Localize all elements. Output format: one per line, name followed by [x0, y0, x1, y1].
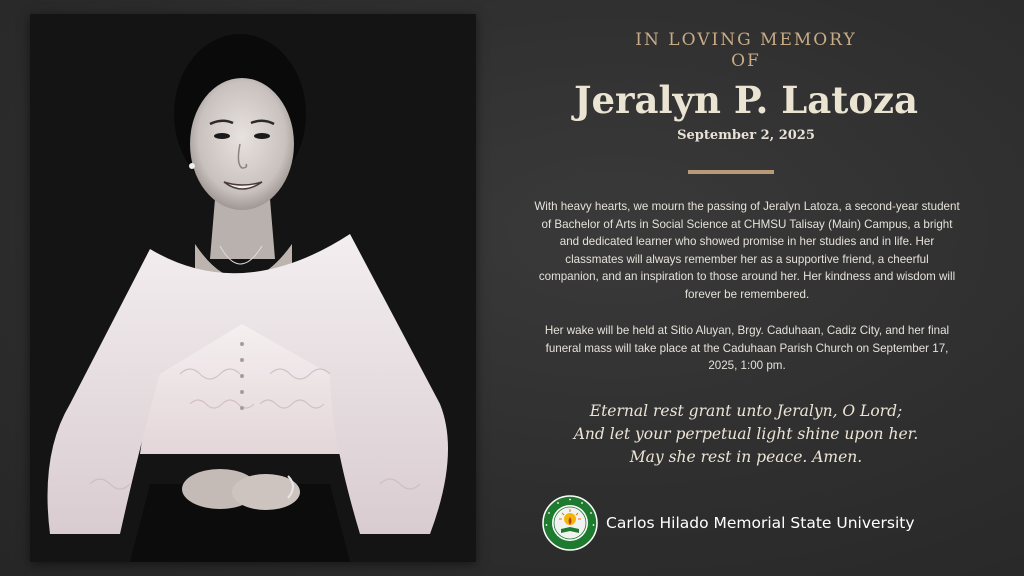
prayer-line-1: Eternal rest grant unto Jeralyn, O Lord;	[589, 402, 903, 420]
date-of-passing: September 2, 2025	[677, 128, 815, 143]
prayer	[520, 400, 972, 469]
prayer-line-3: May she rest in peace. Amen.	[629, 448, 863, 466]
divider	[688, 170, 774, 174]
heading-line-1: IN LOVING MEMORY	[635, 30, 857, 50]
heading-line-2: OF	[731, 51, 761, 71]
deceased-name: Jeralyn P. Latoza	[573, 78, 919, 122]
portrait-photo	[30, 14, 476, 562]
wake-details-paragraph: Her wake will be held at Sitio Aluyan, Brgy. Caduhaan, Cadiz City, and her final funeral mass will take place at the Caduhaan Parish Church on September 17, 2025, 1:00 pm.	[544, 324, 950, 373]
university-seal-icon	[542, 495, 598, 551]
university-branding	[542, 494, 915, 552]
prayer-line-2: And let your perpetual light shine upon her.	[573, 425, 919, 443]
memorial-text-panel	[520, 0, 972, 576]
university-name: Carlos Hilado Memorial State University	[606, 514, 915, 532]
tribute-paragraph: With heavy hearts, we mourn the passing of Jeralyn Latoza, a second-year student of Bachelor of Arts in Social Science at CHMSU Talisay (Main) Campus, a bright and dedicated learner who showed promise in her studies and in life. Her classmates will always remember her as a supportive friend, a cheerful companion, and an inspiration to those around her. Her kindness and wisdom will forever be remembered.	[534, 200, 960, 301]
memorial-heading	[520, 30, 972, 72]
